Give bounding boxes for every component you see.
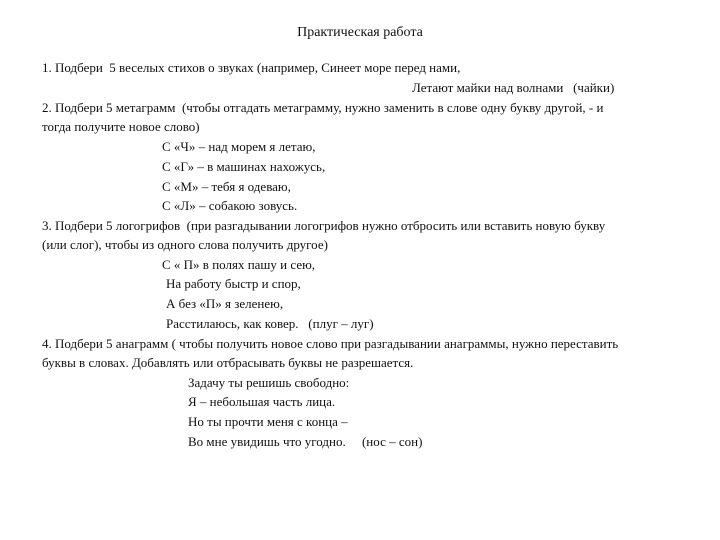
poem-2-line-4: С «Л» – собакою зовусь. <box>162 198 298 213</box>
poem-4-line-4: Во мне увидишь что угодно. (нос – сон) <box>188 434 423 449</box>
task-2-line-2: тогда получите новое слово) <box>42 119 200 134</box>
task-2-line-1: 2. Подбери 5 метаграмм (чтобы отгадать метаграмму, нужно заменить в слове одну букву другой, - и <box>42 100 604 115</box>
page-title: Практическая работа <box>297 25 423 40</box>
poem-4-line-3: Но ты прочти меня с конца – <box>188 414 348 429</box>
poem-3-line-4: Расстилаюсь, как ковер. (плуг – луг) <box>166 316 374 331</box>
task-4-line-2: буквы в словах. Добавлять или отбрасывать буквы не разрешается. <box>42 355 414 370</box>
task-1-line-1: 1. Подбери 5 веселых стихов о звуках (например, Синеет море перед нами, <box>42 60 461 75</box>
task-1-line-2: Летают майки над волнами (чайки) <box>412 80 615 95</box>
task-3-line-1: 3. Подбери 5 логогрифов (при разгадывании логогрифов нужно отбросить или вставить новую букву <box>42 218 606 233</box>
poem-3-line-1: С « П» в полях пашу и сею, <box>162 257 316 272</box>
task-4-line-1: 4. Подбери 5 анаграмм ( чтобы получить новое слово при разгадывании анаграммы, нужно переставить <box>42 336 619 351</box>
task-3-line-2: (или слог), чтобы из одного слова получить другое) <box>42 237 328 252</box>
poem-3-line-3: А без «П» я зеленею, <box>166 296 284 311</box>
poem-2-line-3: С «М» – тебя я одеваю, <box>162 179 291 194</box>
poem-2-line-1: С «Ч» – над морем я летаю, <box>162 139 316 154</box>
poem-4-line-1: Задачу ты решишь свободно: <box>188 375 350 390</box>
poem-4-line-2: Я – небольшая часть лица. <box>188 394 336 409</box>
poem-2-line-2: С «Г» – в машинах нахожусь, <box>162 159 326 174</box>
poem-3-line-2: На работу быстр и спор, <box>166 276 301 291</box>
